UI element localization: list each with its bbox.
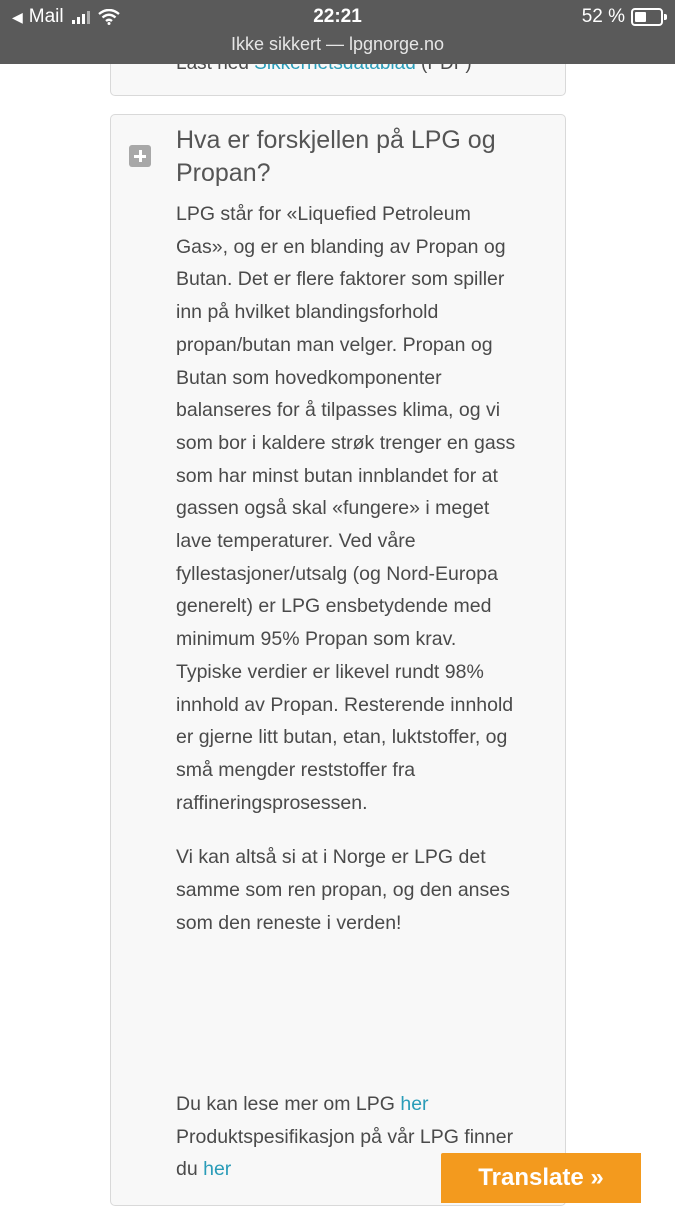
read-more-link[interactable]: her bbox=[400, 1093, 429, 1115]
product-spec-text: Produktspesifikasjon på vår LPG finner du bbox=[176, 1125, 514, 1181]
battery-percent: 52 % bbox=[581, 6, 625, 27]
faq-item-lpg-vs-propane bbox=[110, 114, 566, 1206]
battery-status bbox=[582, 6, 663, 28]
answer-paragraph-1: LPG står for «Liquefied Petroleum Gas», og er en blanding av Propan og Butan. Det er flere faktorer som spiller inn på hvilket blandingsforhold propan/butan man velger. Propan og Butan som hovedkomponenter balanseres for å tilpasses klima, og vi som bor i kaldere strøk trenger en gass som har minst butan innblandet for at gassen også skal «fungere» i meget lave temperaturer. Ved våre fyllestasjoner/utsalg (og Nord-Europa generelt) er LPG ensbetydende med minimum 95% Propan som krav. Typiske verdier er likevel rundt 98% innhold av Propan. Resterende innhold er gjerne litt butan, etan, luktstoffer, og små mengder reststoffer fra raffineringsprosessen. bbox=[176, 203, 516, 814]
expand-toggle-icon[interactable] bbox=[129, 145, 151, 167]
battery-icon bbox=[631, 8, 663, 26]
product-spec-link[interactable]: her bbox=[203, 1158, 232, 1181]
back-app-label: Mail bbox=[28, 6, 64, 27]
back-arrow-icon: ◀ bbox=[12, 8, 23, 25]
translate-button[interactable]: Translate » bbox=[441, 1153, 641, 1203]
battery-fill bbox=[635, 12, 646, 22]
answer-paragraph-2: Vi kan altså si at i Norge er LPG det samme som ren propan, og den anses som den reneste i verden! bbox=[176, 846, 510, 934]
status-bar bbox=[0, 0, 675, 64]
faq-answer bbox=[176, 198, 521, 1181]
address-bar[interactable]: Ikke sikkert — lpgnorge.no bbox=[230, 34, 445, 54]
read-more-text: Du kan lese mer om LPG bbox=[176, 1093, 401, 1115]
faq-question[interactable]: Hva er forskjellen på LPG og Propan? bbox=[176, 126, 496, 187]
clock: 22:21 bbox=[313, 6, 362, 27]
